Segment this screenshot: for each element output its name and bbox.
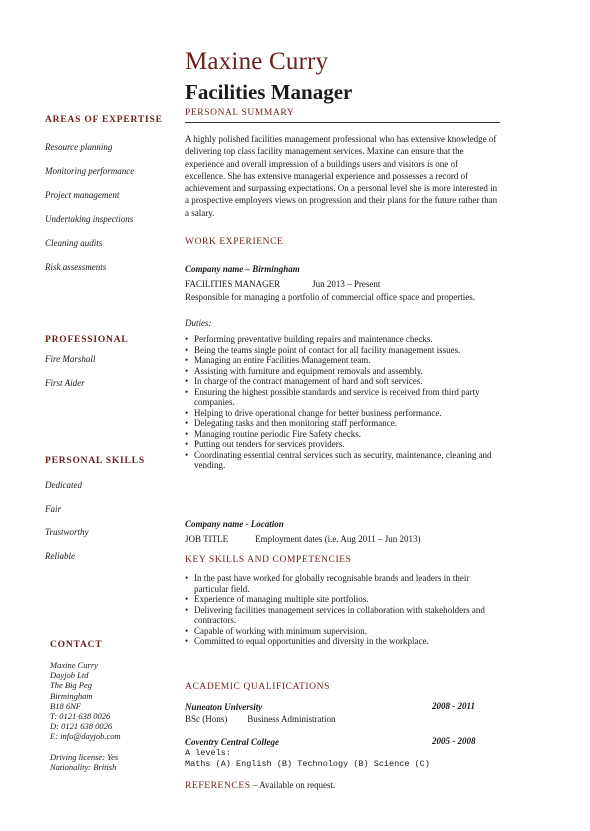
expertise-heading: AREAS OF EXPERTISE: [45, 115, 163, 125]
skill-item: Reliable: [45, 551, 75, 561]
nationality: Nationality: British: [50, 761, 117, 772]
job1-company: Company name – Birmingham: [185, 264, 300, 274]
contact-line: Dayjob Ltd: [50, 670, 89, 681]
list-item: • Performing preventative building repairs and maintenance checks.: [185, 334, 530, 345]
list-item: • Coordinating essential central services such as security, maintenance, cleaning and vending.: [185, 450, 530, 471]
driving-license: Driving license: Yes: [50, 751, 119, 762]
summary-line: a prospective employers views on progression and their plans for the future rather than: [185, 195, 498, 206]
list-item: • Helping to drive operational change for better business performance.: [185, 408, 530, 419]
skill-item: Dedicated: [45, 480, 82, 490]
expertise-item: Undertaking inspections: [45, 214, 134, 224]
professional-item: Fire Marshall: [45, 354, 96, 364]
job-role-title: Facilities Manager: [185, 80, 353, 104]
list-item: • Ensuring the highest possible standards and service is received from third party companies.: [185, 387, 530, 408]
references-row: [185, 780, 335, 791]
personal-skills-heading: PERSONAL SKILLS: [45, 456, 145, 466]
list-item: • Managing routine periodic Fire Safety checks.: [185, 429, 530, 440]
list-item: • Capable of working with minimum supervision.: [185, 626, 520, 637]
work-heading: WORK EXPERIENCE: [185, 237, 284, 247]
summary-text: [185, 133, 530, 219]
degree-subject: Business Administration: [247, 714, 336, 724]
contact-heading: CONTACT: [50, 640, 103, 650]
contact-direct: D: 0121 638 0026: [50, 721, 113, 732]
university-name: Nuneaton University: [185, 702, 263, 712]
list-item: • Delegating tasks and then monitoring staff performance.: [185, 418, 530, 429]
list-item: • Experience of managing multiple site portfolios.: [185, 594, 520, 605]
expertise-item: Cleaning audits: [45, 238, 103, 248]
summary-line: A highly polished facilities management professional who has extensive knowledge of: [185, 134, 497, 144]
contact-line: Maxine Curry: [50, 660, 98, 670]
candidate-name: Maxine Curry: [185, 48, 329, 75]
list-item: • Putting out tenders for services providers.: [185, 439, 530, 450]
list-item: • Managing an entire Facilities Management team.: [185, 355, 530, 366]
degree: BSc (Hons): [185, 714, 228, 724]
alevels-label: A levels:: [185, 748, 231, 758]
college-name: Coventry Central College: [185, 737, 279, 747]
skill-item: Trustworthy: [45, 527, 89, 537]
references-text: – Available on request.: [252, 780, 336, 790]
list-item: • Assisting with furniture and equipment removals and assembly.: [185, 366, 530, 377]
duties-label: Duties:: [185, 318, 212, 328]
list-item: • In the past have worked for globally recognisable brands and leaders in their particular field.: [185, 573, 520, 594]
expertise-item: Monitoring performance: [45, 166, 135, 176]
college-dates: 2005 - 2008: [432, 736, 476, 746]
job2-company: Company name - Location: [185, 519, 284, 529]
expertise-item: Risk assessments: [45, 262, 107, 272]
divider: [185, 122, 500, 123]
list-item: • Committed to equal opportunities and diversity in the workplace.: [185, 636, 520, 647]
degree-row: [185, 713, 530, 725]
alevels-grades: Maths (A) English (B) Technology (B) Science (C): [185, 759, 430, 769]
list-item: • Delivering facilities management services in collaboration with stakeholders and contractors.: [185, 605, 520, 626]
expertise-item: Project management: [45, 190, 120, 200]
summary-line: excellence. She has extensive managerial experience and possesses a record of: [185, 170, 469, 181]
job1-dates: Jun 2013 – Present: [312, 279, 381, 289]
summary-heading: PERSONAL SUMMARY: [185, 108, 295, 118]
skill-item: Fair: [45, 504, 62, 514]
university-dates: 2008 - 2011: [432, 701, 476, 711]
contact-line: The Big Peg: [50, 680, 93, 691]
professional-item: First Aider: [45, 378, 85, 388]
contact-email: E: info@dayjob.com: [50, 731, 121, 742]
professional-heading: PROFESSIONAL: [45, 335, 129, 345]
job1-position: FACILITIES MANAGER: [185, 279, 281, 289]
job2-dates: Employment dates (i.e. Aug 2011 – Jun 2013): [255, 534, 421, 544]
summary-line: a salary.: [185, 207, 215, 218]
summary-line: experience and overall impression of a buildings users and visitors is one of: [185, 158, 458, 169]
contact-line: Birmingham: [50, 690, 93, 701]
summary-line: delivering top class facility management services. Maxine can ensure that the: [185, 146, 464, 157]
contact-line: B18 6NF: [50, 700, 81, 711]
academic-heading: ACADEMIC QUALIFICATIONS: [185, 682, 330, 692]
expertise-item: Resource planning: [45, 142, 113, 152]
key-skills-heading: KEY SKILLS AND COMPETENCIES: [185, 555, 352, 565]
references-heading: REFERENCES: [185, 781, 251, 791]
job1-description: Responsible for managing a portfolio of commercial office space and properties.: [185, 292, 475, 302]
job2-position: JOB TITLE: [185, 534, 229, 544]
summary-line: achievement and surpassing expectations. On a personal level she is more interested in: [185, 183, 498, 194]
list-item: • Being the teams single point of contact for all facility management issues.: [185, 345, 530, 356]
contact-block: [50, 660, 121, 772]
job1-title-row: [185, 278, 530, 290]
job2-title-row: [185, 533, 530, 545]
key-skills-list: [185, 573, 520, 647]
duties-list: [185, 334, 530, 471]
contact-phone: T: 0121 638 0026: [50, 711, 111, 722]
list-item: • In charge of the contract management of hard and soft services.: [185, 376, 530, 387]
